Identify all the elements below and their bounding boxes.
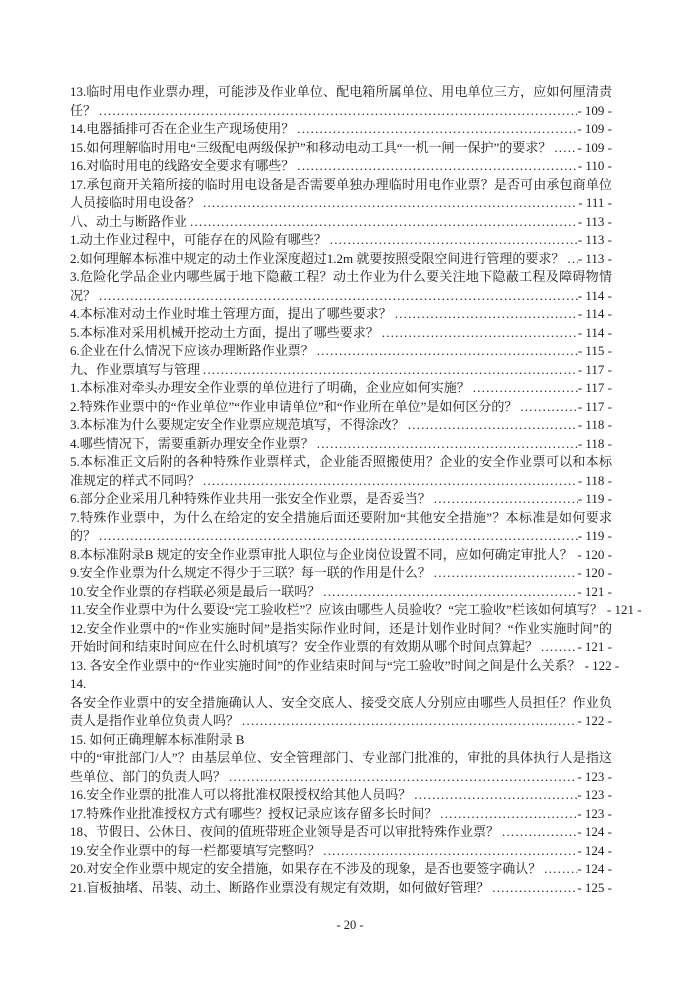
toc-line [70,361,612,380]
toc-line [70,194,612,213]
dot-leader [411,786,577,805]
dot-leader [239,712,577,731]
dot-leader [200,194,578,213]
toc-line-text: 18、节假日、公休日、夜间的值班带班企业领导是否可以审批特殊作业票？ [70,824,500,839]
toc-line [70,638,612,657]
table-of-contents [70,83,642,897]
toc-line-text: 任？ [70,102,97,118]
toc-line [70,509,612,528]
toc-line [70,435,612,454]
toc-page-number: - 113 - [577,232,612,247]
toc-line [70,453,612,472]
toc-line [70,842,612,861]
dot-leader [96,287,578,306]
toc-line [70,583,612,602]
toc-line [70,398,612,417]
dot-leader [405,416,578,435]
toc-line-text: 15. 如何正确理解本标准附录 B [70,731,245,747]
toc-line-text: 2.如何理解本标准中规定的动土作业深度超过1.2m 就要按照受限空间进行管理的要求？ [70,250,565,266]
toc-line-text: 的？ [70,528,97,543]
toc-line-text: 6.企业在什么情况下应该办理断路作业票？ [70,343,314,358]
toc-line [70,416,612,435]
toc-line [70,564,612,583]
toc-line [70,176,612,195]
toc-line-text: 各安全作业票中的安全措施确认人、安全交底人、接受交底人分别应由哪些人员担任？作业负 [70,694,612,710]
dot-leader [437,805,577,824]
toc-page-number: - 125 - [577,879,612,895]
toc-line [70,712,612,731]
toc-line [70,268,612,287]
toc-line-text: 8.本标准附录B 规定的安全作业票审批人职位与企业岗位设置不同，应如何确定审批人？ [70,546,573,562]
toc-page-number: - 109 - [577,121,612,136]
toc-page-number: - 124 - [577,861,612,876]
toc-line-text: 10.安全作业票的存档联必须是最后一联吗？ [70,583,321,599]
dot-leader [200,472,578,491]
toc-line [70,472,612,491]
dot-leader [294,120,577,139]
toc-line-text: 17.承包商开关箱所接的临时用电设备是否需要单独办理临时用电作业票？是否可由承包商单位 [70,176,612,192]
dot-leader [200,361,578,380]
dot-leader [226,768,577,787]
toc-line-text: 19.安全作业票中的每一栏都要填写完整吗？ [70,842,321,858]
toc-line [70,342,612,361]
toc-page-number: - 117 - [577,398,612,414]
toc-line-text: 7.特殊作业票中，为什么在给定的安全措施后面还要附加“其他安全措施”？本标准是如何要求 [70,509,612,525]
dot-leader [187,213,578,232]
dot-leader [320,583,577,602]
toc-line [70,231,612,250]
dot-leader [294,157,578,176]
toc-line-text: 21.盲板抽堵、吊装、动土、断路作业票没有规定有效期，如何做好管理？ [70,879,490,895]
toc-line [70,805,612,824]
toc-line-text: 中的“审批部门/人”？由基层单位、安全管理部门、专业部门批准的，审批的具体执行人是指这 [70,750,612,765]
dot-leader [431,490,578,509]
toc-line [70,786,612,805]
toc-page-number: - 115 - [577,343,612,358]
toc-page-number: - 120 - [577,565,612,580]
toc-line-text: 八、动土与断路作业 [70,213,188,229]
page-number-footer: - 20 - [336,918,364,932]
dot-leader [564,250,577,269]
toc-page-number: - 118 - [577,435,612,451]
toc-line [70,731,612,750]
toc-line-text: 1.本标准对牵头办理安全作业票的单位进行了明确，企业应如何实施？ [70,380,470,395]
toc-page-number: - 122 - [584,657,620,673]
toc-line [70,620,612,639]
toc-line [70,213,612,232]
toc-line [70,324,612,343]
toc-page-number: - 117 - [577,361,612,377]
dot-leader [517,398,577,417]
toc-line [70,490,612,509]
toc-line [70,379,612,398]
dot-leader [499,823,577,842]
toc-page-number: - 114 - [577,306,612,321]
toc-page-number: - 124 - [577,824,612,839]
toc-line-text: 3.本标准为什么要规定安全作业票应规范填写，不得涂改？ [70,417,405,432]
toc-page-number: - 114 - [577,287,612,303]
toc-line [70,601,642,620]
toc-line [70,657,620,676]
toc-line [70,823,612,842]
toc-line [70,860,612,879]
toc-line [70,749,612,768]
dot-leader [96,102,577,121]
toc-line-text: 17.特殊作业批准授权方式有哪些？授权记录应该存留多长时间？ [70,805,438,821]
toc-line [70,768,612,787]
toc-line [70,120,612,139]
toc-line-text: 16.安全作业票的批准人可以将批准权限授权给其他人员吗？ [70,787,412,802]
toc-line [70,879,612,898]
toc-line-text: 责人是指作业单位负责人吗？ [70,713,240,728]
toc-line [70,305,612,324]
toc-line [70,250,612,269]
toc-line-text: 人员接临时用电设备？ [70,195,201,210]
toc-page-number: - 110 - [577,158,612,173]
toc-line-text: 16.对临时用电的线路安全要求有哪些？ [70,158,295,173]
dot-leader [470,379,578,398]
toc-line-text: 11.安全作业票中为什么要设“完工验收栏”？应该由哪些人员验收？“完工验收”栏该如何填写？ [70,602,603,617]
toc-line [70,83,612,102]
toc-page-number: - 117 - [577,380,612,395]
toc-line-text: 9.安全作业票为什么规定不得少于三联？每一联的作用是什么？ [70,565,431,580]
toc-line-text: 1.动土作业过程中，可能存在的风险有哪些？ [70,232,327,247]
dot-leader [327,231,578,250]
toc-page-number: - 121 - [577,583,612,599]
toc-line-text: 5.本标准对采用机械开挖动土方面，提出了哪些要求？ [70,324,379,340]
dot-leader [314,435,578,454]
toc-page-number: - 123 - [577,787,612,802]
toc-line [70,157,612,176]
toc-page-number: - 124 - [577,842,612,858]
toc-line [70,527,612,546]
toc-line-text: 3.危险化学品企业内哪些属于地下隐蔽工程？动土作业为什么要关注地下隐蔽工程及障碍物情 [70,269,612,284]
toc-line-text: 2.特殊作业票中的“作业单位”“作业申请单位”和“作业所在单位”是如何区分的？ [70,398,518,414]
dot-leader [489,879,577,898]
dot-leader [538,638,577,657]
toc-line-text: 4.本标准对动土作业时堆土管理方面，提出了哪些要求？ [70,306,392,321]
dot-leader [314,342,578,361]
toc-line-text: 14.电器插排可否在企业生产现场使用？ [70,121,295,136]
toc-line-text: 准规定的样式不同吗？ [70,472,201,488]
toc-page-number: - 123 - [577,805,612,821]
toc-page-number: - 121 - [577,639,612,654]
toc-page-number: - 121 - [606,602,642,617]
toc-line [70,102,612,121]
toc-line-text: 4.哪些情况下，需要重新办理安全作业票？ [70,435,314,451]
dot-leader [379,324,578,343]
toc-line-text: 14. [70,676,87,691]
toc-page-number: - 123 - [577,768,612,784]
toc-line-text: 13.临时用电作业票办理，可能涉及作业单位、配电箱所属单位、用电单位三方，应如何厘清责 [70,84,612,99]
toc-line-text: 20.对安全作业票中规定的安全措施，如果存在不涉及的现象，是否也要签字确认？ [70,861,542,876]
toc-page-number: - 122 - [577,713,612,728]
toc-line [70,675,612,694]
toc-line [70,546,612,565]
toc-line-text: 6.部分企业采用几种特殊作业共用一张安全作业票，是否妥当？ [70,491,431,506]
toc-line-text: 15.如何理解临时用电“三级配电两级保护”和移动电动工具“一机一闸一保护”的要求？ [70,139,552,155]
toc-line-text: 九、作业票填写与管理 [70,361,201,377]
toc-line-text: 些单位、部门的负责人吗？ [70,768,227,784]
toc-line-text: 况？ [70,287,97,303]
dot-leader [96,527,578,546]
toc-page-number: - 119 - [577,491,612,506]
toc-page-number: - 119 - [577,528,612,543]
dot-leader [320,842,577,861]
toc-page-number: - 109 - [577,102,612,118]
toc-page-number: - 118 - [577,417,612,432]
toc-page-number: - 113 - [577,213,612,229]
dot-leader [551,139,577,158]
toc-page-number: - 111 - [578,195,612,210]
toc-line-text: 开始时间和结束时间应在什么时机填写？安全作业票的有效期从哪个时间点算起？ [70,639,539,654]
dot-leader [392,305,578,324]
toc-page-number: - 120 - [577,546,612,562]
toc-page-number: - 109 - [577,139,612,155]
toc-page-number: - 113 - [577,250,612,266]
toc-line-text: 12.安全作业票中的“作业实施时间”是指实际作业时间，还是计划作业时间？“作业实施时间”的 [70,620,612,636]
toc-page-number: - 118 - [577,472,612,488]
toc-line-text: 13. 各安全作业票中的“作业实施时间”的作业结束时间与“完工验收”时间之间是什么关系？ [70,657,581,673]
toc-line-text: 5.本标准正文后附的各种特殊作业票样式，企业能否照搬使用？企业的安全作业票可以和本标 [70,454,612,469]
toc-page-number: - 114 - [577,324,612,340]
toc-line [70,694,612,713]
dot-leader [541,860,577,879]
toc-line [70,287,612,306]
dot-leader [431,564,578,583]
toc-line [70,139,612,158]
